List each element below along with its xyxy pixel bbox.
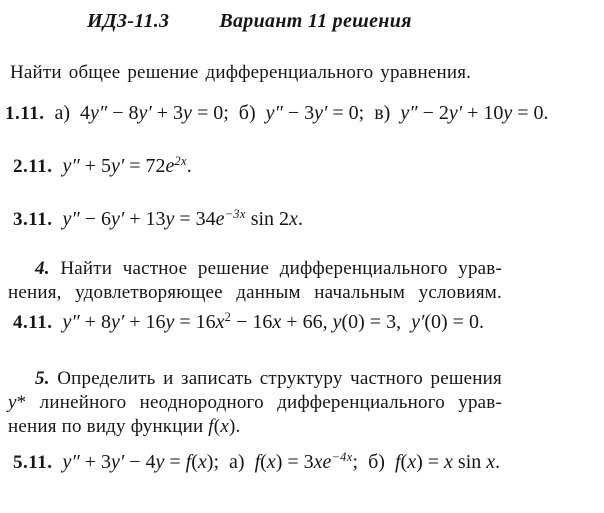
- problem-1-11-equation: а) 4y″ − 8y′ + 3y = 0; б) y″ − 3y′ = 0; в) y″ − 2y′ + 10y = 0.: [54, 102, 549, 124]
- document-header: [87, 10, 412, 33]
- problem-5-11-label: 5.11.: [13, 452, 53, 473]
- section-5-instruction-line-1: 5. Определить и записать структуру частного решения: [35, 368, 502, 389]
- section-5-instruction-line-2: y* линейного неоднородного дифференциального урав-: [8, 392, 502, 413]
- problem-4-11-label: 4.11.: [13, 312, 53, 333]
- section-4-instruction: [8, 257, 502, 305]
- section-5-instruction: [8, 367, 502, 439]
- problem-4-11: [13, 311, 484, 334]
- problem-1-11-label: 1.11.: [5, 103, 45, 124]
- problem-4-11-equation: $y'' + 8y' + 16y = 16x^2 - 16x + 66$, y(0) = 3, y′(0) = 0.: [62, 310, 484, 333]
- problem-2-11: [13, 155, 192, 178]
- section-4-instruction-line-1: 4. Найти частное решение дифференциального урав-: [35, 258, 502, 279]
- problem-3-11-equation: $y'' - 6y' + 13y = 34e^{-3x}$ sin 2x.: [62, 207, 303, 230]
- problem-2-11-equation: $y'' + 5y' = 72e^{2x}$.: [62, 154, 192, 177]
- problem-2-11-label: 2.11.: [13, 156, 53, 177]
- problem-1-11: [5, 102, 549, 125]
- problem-5-11-equation: y″ + 3y′ − 4y = f(x); а) $f(x) = 3xe^{-4x}$; б) f(x) = x sin x.: [62, 450, 501, 473]
- problem-3-11-label: 3.11.: [13, 209, 53, 230]
- problem-5-11: [13, 451, 500, 474]
- problem-3-11: [13, 208, 303, 231]
- section-5-instruction-line-3: нения по виду функции f(x).: [8, 416, 241, 437]
- section-4-instruction-line-2: нения, удовлетворяющее данным начальным условиям.: [8, 282, 502, 303]
- variant-title: Вариант 11 решения: [219, 10, 412, 32]
- general-instruction: Найти общее решение дифференциального уравнения.: [10, 62, 472, 83]
- assignment-code: ИДЗ-11.3: [87, 10, 170, 32]
